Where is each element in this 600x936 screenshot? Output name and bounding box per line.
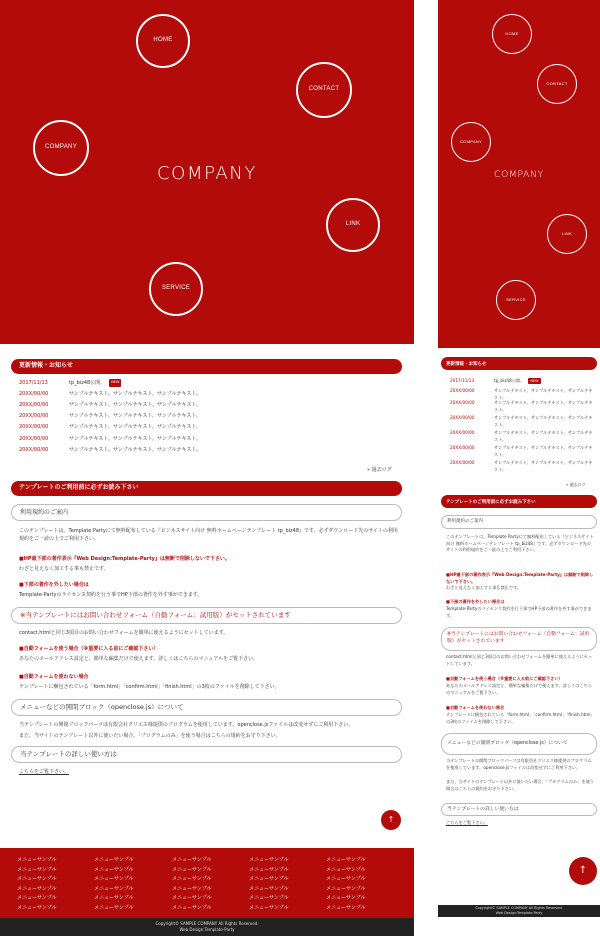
footer-menu-item[interactable]: メニューサンプル <box>326 895 366 902</box>
news-text: サンプルテキスト。サンプルテキスト。サンプルテキスト。 <box>494 460 593 472</box>
mobile-site-logo[interactable]: COMPANY <box>494 170 544 180</box>
mobile-remove-title: ■下部の著作を外したい場合は <box>446 599 505 604</box>
notice-title: テンプレートのご利用前に必ずお読み下さい <box>11 481 402 496</box>
footer-menu-item[interactable]: メニューサンプル <box>172 876 212 883</box>
new-badge: NEW <box>530 379 539 383</box>
mobile-nav-service[interactable]: SERVICE <box>496 280 536 320</box>
news-date: 20XX/00/00 <box>450 400 475 405</box>
news-item <box>19 390 201 398</box>
mobile-news-item <box>450 430 596 443</box>
mobile-back-to-top-button[interactable]: ↑ <box>569 857 597 885</box>
copyright-bar <box>0 918 414 936</box>
footer-menu-item[interactable]: メニューサンプル <box>17 857 57 863</box>
remove-body: Template-Partyのライセンス契約を行う事でHP下部の著作を外す事ができます。 <box>19 592 203 598</box>
howto-heading[interactable]: 当テンプレートの詳しい使い方は <box>11 746 402 763</box>
footer-menu-item[interactable]: メニューサンプル <box>249 905 289 911</box>
mobile-menu-body-2: また、当サイトのテンプレート以外に使いたい場合、「プログラムのみ」を使う場合はこちらの規約をお守り下さい。 <box>446 779 594 791</box>
news-date: 20XX/00/00 <box>450 415 475 420</box>
mobile-form-nouse-title: ■自動フォームを使わない場合 <box>446 705 505 710</box>
mobile-news-title: 更新情報・お知らせ <box>441 357 597 370</box>
form-heading: ※当テンプレートにはお問い合わせフォーム（自動フォーム：試用版）がセットされています <box>11 607 402 624</box>
footer-menu-item[interactable]: メニューサンプル <box>94 857 134 863</box>
news-date: 20XX/00/00 <box>450 445 475 450</box>
footer-menu-item[interactable]: メニューサンプル <box>94 895 134 902</box>
news-text: サンプルテキスト。サンプルテキスト。サンプルテキスト。 <box>69 435 202 442</box>
news-text: サンプルテキスト。サンプルテキスト。サンプルテキスト。 <box>69 391 202 398</box>
footer-menu <box>0 848 414 918</box>
footer-menu-item[interactable]: メニューサンプル <box>249 876 289 883</box>
news-text: サンプルテキスト。サンプルテキスト。サンプルテキスト。 <box>69 424 202 431</box>
news-date: 2017/11/13 <box>19 380 48 386</box>
news-item <box>19 401 201 409</box>
mobile-form-intro: contact.htmlと同じ3項目のお問い合わせフォームを簡単に使えるようにセットしています。 <box>446 654 593 666</box>
form-nouse-body: テンプレートに梱包されている「form.html」「confirm.html」「finish.html」の3枚のファイルを削除して下さい。 <box>19 684 280 690</box>
footer-menu-item[interactable]: メニューサンプル <box>249 885 289 892</box>
mobile-terms-heading: 利用規約のご案内 <box>441 515 597 529</box>
footer-menu-item[interactable]: メニューサンプル <box>249 857 289 863</box>
mobile-copyright-bar <box>438 905 600 917</box>
credit-link[interactable]: Web Design:Template-Party <box>179 927 235 932</box>
footer-menu-item[interactable]: メニューサンプル <box>17 885 57 892</box>
footer-menu-item[interactable]: メニューサンプル <box>17 876 57 883</box>
back-to-top-button[interactable]: ↑ <box>381 810 401 830</box>
mobile-notice-title: テンプレートのご利用前に必ずお読み下さい <box>441 495 597 508</box>
mobile-hp-note-body: わざと見えなく加工する事も禁止です。 <box>446 585 522 590</box>
menu-body-1: 当テンプレートの開閉ブロックパーツは有限会社クリエス様提供のプログラムを使用しています。openclose.jsファイルは改変せずにご利用下さい。 <box>19 722 354 728</box>
mobile-news-item <box>450 378 596 385</box>
nav-company[interactable]: COMPANY <box>33 120 89 176</box>
mobile-terms-body: このテンプレートは、Template Partyにて無料配布している『ビジネスサイト向け 無料ホームページテンプレート tp_biz48』です。必ずダウンロード先のサイトの利用規約をご一読の上でご利用下さい。 <box>446 534 594 552</box>
footer-menu-item[interactable]: メニューサンプル <box>94 885 134 892</box>
remove-title: ■下部の著作を外したい場合は <box>19 582 89 588</box>
news-text: サンプルテキスト。サンプルテキスト。サンプルテキスト。 <box>69 402 202 409</box>
news-text: サンプルテキスト。サンプルテキスト。サンプルテキスト。 <box>494 430 593 442</box>
mobile-nav-company[interactable]: COMPANY <box>451 122 491 162</box>
form-intro: contact.htmlと同じ3項目のお問い合わせフォームを簡単に使えるようにセットしています。 <box>19 630 229 636</box>
mobile-credit-link[interactable]: Web Design:Template-Party <box>495 911 543 915</box>
mobile-news-item <box>450 400 596 413</box>
footer-menu-item[interactable]: メニューサンプル <box>17 895 57 902</box>
mobile-form-use-title: ■自動フォームを使う場合（※重要に入る前にご確認下さい） <box>446 676 563 681</box>
news-item <box>19 412 201 420</box>
footer-menu-item[interactable]: メニューサンプル <box>326 857 366 863</box>
news-text: tp_biz48公開。 NEW <box>494 378 539 383</box>
news-text: サンプルテキスト。サンプルテキスト。サンプルテキスト。 <box>494 388 593 400</box>
mobile-menu-heading[interactable]: メニューなどの開閉ブロック（openclose.js）について <box>441 733 597 755</box>
new-badge: NEW <box>109 379 121 387</box>
news-text: tp_biz48公開。 <box>69 380 106 386</box>
nav-link[interactable]: LINK <box>326 198 380 252</box>
nav-service[interactable]: SERVICE <box>149 262 203 316</box>
menu-heading[interactable]: メニューなどの開閉ブロック（openclose.js）について <box>11 699 402 716</box>
footer-menu-item[interactable]: メニューサンプル <box>172 866 212 873</box>
mobile-form-heading: ※当テンプレートにはお問い合わせフォーム（自動フォーム：試用版）がセットされています <box>441 627 597 651</box>
mobile-nav-contact[interactable]: CONTACT <box>537 64 577 104</box>
footer-menu-item[interactable]: メニューサンプル <box>326 885 366 892</box>
nav-contact[interactable]: CONTACT <box>296 62 352 118</box>
mobile-view <box>438 0 600 936</box>
mobile-hp-note-title: ■HP最下部の著作表示『Web Design:Template-Party』は無断で削除しないで下さい。 <box>446 572 594 584</box>
nav-home[interactable]: HOME <box>136 14 190 68</box>
footer-menu-item[interactable]: メニューサンプル <box>94 905 134 911</box>
news-text: サンプルテキスト。サンプルテキスト。サンプルテキスト。 <box>494 400 593 412</box>
view-divider <box>414 0 438 936</box>
form-use-title: ■自動フォームを使う場合（※重要に入る前にご確認下さい） <box>19 646 159 652</box>
footer-menu-item[interactable]: メニューサンプル <box>17 905 57 911</box>
mobile-form-use-body: あなたのメールアドレス設定と、簡単な編集だけで使えます。詳しくはこちらのマニュアルをご覧下さい。 <box>446 683 593 695</box>
hp-note-body: わざと見えなく加工する事も禁止です。 <box>19 566 109 572</box>
mobile-hero-area <box>438 0 600 348</box>
news-text: サンプルテキスト。サンプルテキスト。サンプルテキスト。 <box>69 446 202 453</box>
footer-menu-item[interactable]: メニューサンプル <box>326 866 366 873</box>
menu-body-2: また、当サイトのテンプレート以外に使いたい場合、「プログラムのみ」を使う場合はこちらの規約をお守り下さい。 <box>19 733 281 739</box>
mobile-howto-link[interactable]: こちらをご覧下さい。 <box>446 820 488 825</box>
mobile-howto-heading[interactable]: 当テンプレートの詳しい使い方は <box>441 803 597 816</box>
howto-link[interactable]: こちらをご覧下さい。 <box>19 769 70 775</box>
news-item <box>19 379 121 387</box>
footer-menu-item[interactable]: メニューサンプル <box>172 857 212 863</box>
news-title: 更新情報・お知らせ <box>11 359 402 374</box>
footer-menu-item[interactable]: メニューサンプル <box>326 876 366 883</box>
terms-heading: 利用規約のご案内 <box>11 504 402 521</box>
footer-menu-item[interactable]: メニューサンプル <box>326 905 366 911</box>
footer-menu-item[interactable]: メニューサンプル <box>172 905 212 911</box>
form-nouse-title: ■自動フォームを使わない場合 <box>19 674 89 680</box>
news-date: 20XX/00/00 <box>19 413 49 420</box>
news-date: 2017/11/13 <box>450 378 475 383</box>
mobile-news-item <box>450 460 596 473</box>
mobile-menu-body-1: 当テンプレートの開閉ブロックパーツは有限会社クリエス様提供のプログラムを使用しています。openclose.jsファイルは改変せずにご利用下さい。 <box>446 758 592 770</box>
hero-area <box>0 0 414 344</box>
news-date: 20XX/00/00 <box>450 388 475 393</box>
mobile-remove-body: Template-Partyのライセンス契約を行う事でHP下部の著作を外す事ができます。 <box>446 606 592 618</box>
mobile-nav-link[interactable]: LINK <box>547 214 587 254</box>
footer-menu-item[interactable]: メニューサンプル <box>94 876 134 883</box>
news-item <box>19 423 201 431</box>
news-date: 20XX/00/00 <box>19 424 49 431</box>
footer-menu-item[interactable]: メニューサンプル <box>172 895 212 902</box>
mobile-news-item <box>450 445 596 458</box>
news-item <box>19 446 201 454</box>
news-date: 20XX/00/00 <box>19 435 49 442</box>
mobile-news-item <box>450 415 596 428</box>
news-item <box>19 435 201 443</box>
form-use-body: あなたのメールアドレス設定と、簡単な編集だけで使えます。詳しくはこちらのマニュアルをご覧下さい。 <box>19 656 259 662</box>
news-text: サンプルテキスト。サンプルテキスト。サンプルテキスト。 <box>494 415 593 427</box>
past-log-link[interactable]: » 過去ログ <box>367 467 392 473</box>
news-date: 20XX/00/00 <box>19 402 49 409</box>
site-logo[interactable]: COMPANY <box>157 163 257 184</box>
mobile-copyright-text: Copyright© SAMPLE COMPANY All Rights Reserved. <box>475 906 563 910</box>
copyright-text: Copyright© SAMPLE COMPANY All Rights Reserved. <box>155 921 259 926</box>
news-date: 20XX/00/00 <box>450 430 475 435</box>
footer-menu-item[interactable]: メニューサンプル <box>249 895 289 902</box>
news-date: 20XX/00/00 <box>19 446 49 453</box>
terms-body: このテンプレートは、Template Partyにて無料配布している『ビジネスサイト向け 無料ホームページテンプレート tp_biz48』です。必ずダウンロード先のサイトの利用規約をご一読の上でご利用下さい。 <box>19 528 398 542</box>
mobile-form-nouse-body: テンプレートに梱包されている「form.html」「confirm.html」「finish.html」の3枚のファイルを削除して下さい。 <box>446 712 593 724</box>
news-date: 20XX/00/00 <box>19 391 49 398</box>
news-date: 20XX/00/00 <box>450 460 475 465</box>
footer-menu-item[interactable]: メニューサンプル <box>172 885 212 892</box>
mobile-nav-home[interactable]: HOME <box>492 14 532 54</box>
mobile-past-log-link[interactable]: » 過去ログ <box>566 482 586 487</box>
hp-note-title: ■HP最下部の著作表示『Web Design:Template-Party』は無断で削除しないで下さい。 <box>19 556 230 562</box>
footer-menu-item[interactable]: メニューサンプル <box>249 866 289 873</box>
news-text: サンプルテキスト。サンプルテキスト。サンプルテキスト。 <box>69 413 202 420</box>
footer-menu-item[interactable]: メニューサンプル <box>17 866 57 873</box>
footer-menu-item[interactable]: メニューサンプル <box>94 866 134 873</box>
news-text: サンプルテキスト。サンプルテキスト。サンプルテキスト。 <box>494 445 593 457</box>
